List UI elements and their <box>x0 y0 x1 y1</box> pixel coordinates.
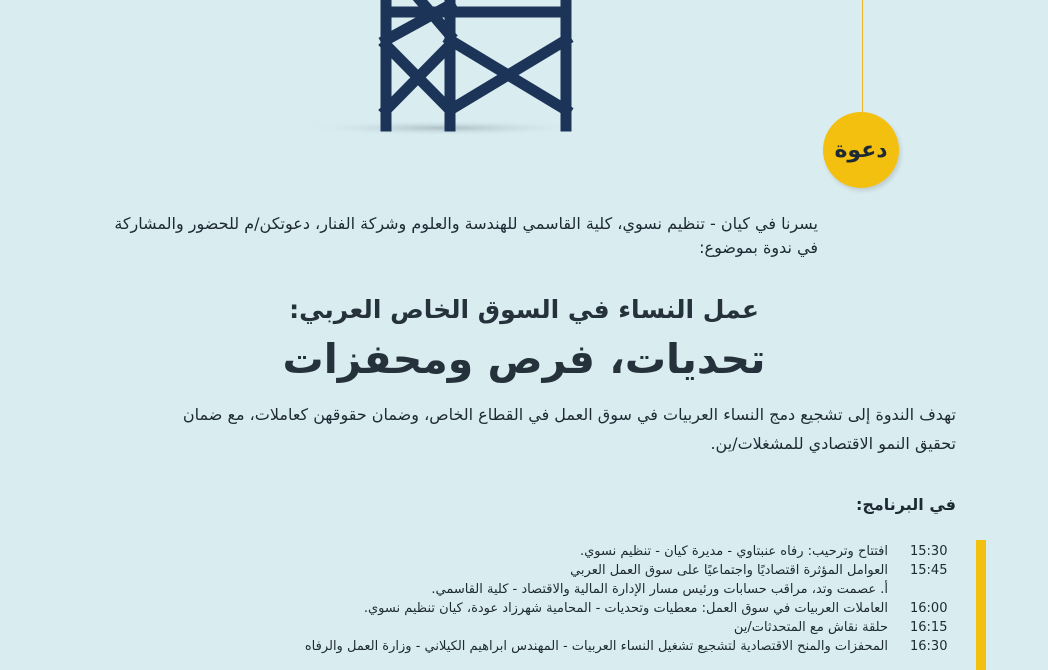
program-row <box>100 637 960 656</box>
program-row <box>100 618 960 637</box>
program-item: العاملات العربيات في سوق العمل: معطيات وتحديات - المحامية شهرزاد عودة، كيان تنظيم نسوي. <box>363 601 888 616</box>
program-time: 16:15 <box>910 620 948 635</box>
tower-illustration <box>300 0 600 140</box>
program-time: 15:45 <box>910 563 948 578</box>
program-item: افتتاح وترحيب: رفاه عنبتاوي - مديرة كيان - تنظيم نسوي. <box>579 544 888 559</box>
description-text: تهدف الندوة إلى تشجيع دمج النساء العربيات في سوق العمل في القطاع الخاص، وضمان حقوقهن كعاملات، مع ضمان تحقيق النمو الاقتصادي للمشغلات/ين. <box>182 405 956 453</box>
program-accent-bar <box>976 540 986 670</box>
program-time: 16:30 <box>910 639 948 654</box>
program-item: حلقة نقاش مع المتحدثات/ين <box>733 620 888 635</box>
program-title: في البرنامج: <box>855 495 956 514</box>
program-row <box>100 542 960 561</box>
invite-badge: دعوة <box>823 112 899 188</box>
program-time: 15:30 <box>910 544 948 559</box>
program-row <box>100 561 960 580</box>
badge-string <box>862 0 863 112</box>
program-item: المحفزات والمنح الاقتصادية لتشجيع تشغيل النساء العربيات - المهندس ابراهيم الكيلاني - وزارة العمل والرفاه <box>304 639 888 654</box>
program-item: العوامل المؤثرة اقتصاديًا واجتماعيًا على سوق العمل العربي <box>570 563 888 578</box>
title-line-2: تحديات، فرص ومحفزات <box>282 335 766 383</box>
program-row <box>100 599 960 618</box>
program-item: أ. عصمت وتد، مراقب حسابات ورئيس مسار الإدارة المالية والاقتصاد - كلية القاسمي. <box>431 582 888 597</box>
program-time: 16:00 <box>910 601 948 616</box>
title-line-1: عمل النساء في السوق الخاص العربي: <box>289 295 759 324</box>
intro-text: يسرنا في كيان - تنظيم نسوي، كلية القاسمي للهندسة والعلوم وشركة الفنار، دعوتكن/م للحضور والمشاركة في ندوة بموضوع: <box>114 214 818 257</box>
program-row <box>100 580 960 599</box>
program-list <box>100 542 960 656</box>
